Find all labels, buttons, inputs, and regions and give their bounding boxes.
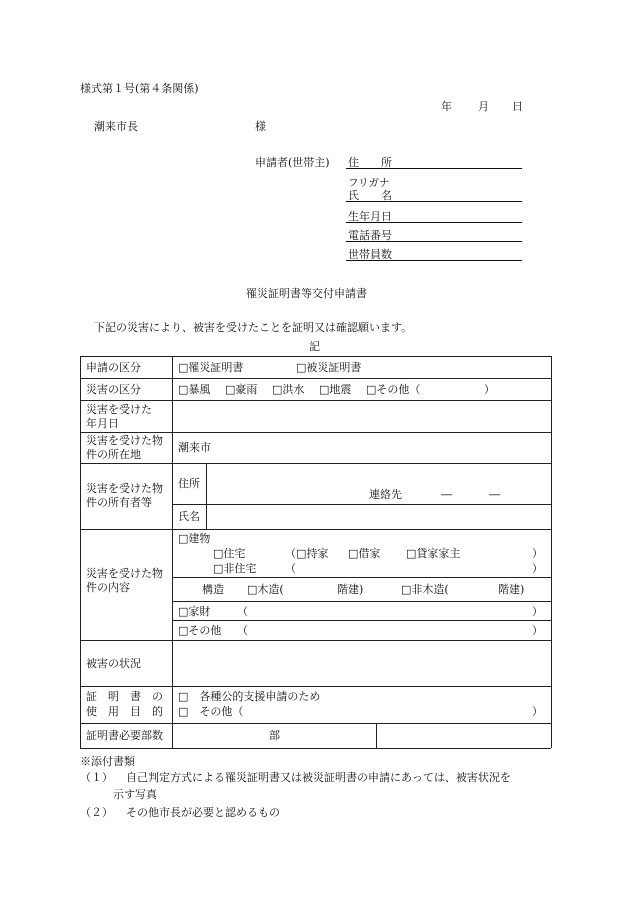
other-content-close-paren: ） (532, 624, 543, 637)
checkbox-residence[interactable]: □住宅 (213, 547, 246, 560)
intro-text: 下記の災害により、被害を受けたことを証明又は確認願います。 (94, 321, 413, 334)
wooden-floors-label: 階建) (337, 583, 364, 596)
attachment-1-line-1: 自己判定方式による罹災証明書又は被災証明書の申請にあっては、被害状況を (126, 771, 511, 784)
applicant-household-line (346, 260, 522, 261)
owner-contact-dash-1: ― (441, 488, 452, 501)
checkbox-other-purpose[interactable]: □ その他（ (178, 705, 244, 718)
other-content-open-paren: （ (237, 624, 248, 637)
other-disaster-close-paren: ） (484, 383, 495, 396)
other-purpose-close-paren: ） (532, 705, 543, 718)
checkbox-rented-house[interactable]: □借家 (348, 547, 381, 560)
attachment-2-number: （２） (80, 806, 113, 819)
checkbox-non-residence[interactable]: □非住宅 (213, 562, 257, 575)
damage-status-label: 被害の状況 (86, 657, 141, 670)
applicant-address-label: 住 所 (348, 156, 392, 169)
attachment-1-line-2: 示す写真 (113, 788, 157, 801)
applicant-birthdate-line (346, 222, 522, 223)
non-residence-open-paren: （ (285, 562, 296, 575)
checkbox-storm[interactable]: □暴風 (178, 383, 211, 396)
addressee: 潮来市長 (94, 120, 138, 133)
property-location-label-1: 災害を受けた物 (86, 434, 163, 447)
purpose-label-2: 使 用 目 的 (86, 705, 163, 718)
checkbox-landlord[interactable]: □貸家家主 (406, 547, 461, 560)
property-location-value[interactable]: 潮来市 (178, 441, 211, 454)
applicant-label: 申請者(世帯主) (255, 156, 330, 169)
applicant-phone-label: 電話番号 (348, 229, 392, 242)
checkbox-heavy-rain[interactable]: □豪雨 (225, 383, 258, 396)
disaster-type-label: 災害の区分 (86, 383, 141, 396)
owner-name-label: 氏名 (178, 510, 200, 523)
property-location-label-2: 件の所在地 (86, 448, 141, 461)
applicant-address-line (346, 168, 522, 169)
applicant-name-label: 氏 名 (348, 189, 392, 202)
residence-close-paren: ） (532, 547, 543, 560)
date-day-label: 日 (512, 100, 523, 113)
checkbox-hisai-certificate[interactable]: □被災証明書 (296, 361, 362, 374)
attachment-1-number: （１） (80, 771, 113, 784)
document-title: 罹災証明書等交付申請書 (246, 287, 367, 300)
checkbox-earthquake[interactable]: □地震 (319, 383, 352, 396)
applicant-name-line (346, 201, 522, 202)
copies-unit: 部 (269, 729, 280, 742)
purpose-label-1: 証 明 書 の (86, 690, 163, 703)
applicant-birthdate-label: 生年月日 (348, 210, 392, 223)
checkbox-risai-certificate[interactable]: □罹災証明書 (178, 361, 244, 374)
form-number: 様式第１号(第４条関係) (80, 82, 199, 95)
checkbox-non-wooden[interactable]: □非木造( (401, 583, 449, 596)
owner-address-label: 住所 (178, 477, 200, 490)
owner-label-1: 災害を受けた物 (86, 482, 163, 495)
checkbox-owned-house[interactable]: （□持家 (285, 547, 329, 560)
date-year-label: 年 (441, 100, 452, 113)
household-goods-open-paren: （ (237, 605, 248, 618)
copies-label: 証明書必要部数 (86, 729, 163, 742)
household-goods-close-paren: ） (532, 605, 543, 618)
ki-label: 記 (309, 340, 320, 353)
non-residence-close-paren: ） (532, 562, 543, 575)
checkbox-building[interactable]: □建物 (178, 532, 211, 545)
applicant-phone-line (346, 241, 522, 242)
applicant-furigana-label: フリガナ (348, 177, 390, 189)
non-wooden-floors-label: 階建) (498, 583, 525, 596)
attachments-heading: ※添付書類 (80, 755, 135, 768)
structure-label: 構造 (202, 583, 224, 596)
attachment-2-text: その他市長が必要と認めるもの (126, 806, 280, 819)
property-content-label-2: 件の内容 (86, 581, 130, 594)
checkbox-household-goods[interactable]: □家財 (178, 605, 211, 618)
date-month-label: 月 (478, 100, 489, 113)
applicant-household-label: 世帯員数 (348, 248, 392, 261)
checkbox-other-content[interactable]: □その他 (178, 624, 222, 637)
damage-date-label-1: 災害を受けた (86, 403, 152, 416)
owner-contact-label: 連絡先 (369, 488, 402, 501)
honorific: 様 (255, 120, 266, 133)
property-content-label-1: 災害を受けた物 (86, 567, 163, 580)
checkbox-public-support[interactable]: □ 各種公的支援申請のため (178, 690, 321, 703)
owner-label-2: 件の所有者等 (86, 496, 152, 509)
owner-contact-dash-2: ― (489, 488, 500, 501)
checkbox-wooden[interactable]: □木造( (247, 583, 284, 596)
application-type-label: 申請の区分 (86, 361, 141, 374)
damage-date-label-2: 年月日 (86, 417, 119, 430)
checkbox-other-disaster[interactable]: □その他（ (366, 383, 421, 396)
checkbox-flood[interactable]: □洪水 (272, 383, 305, 396)
